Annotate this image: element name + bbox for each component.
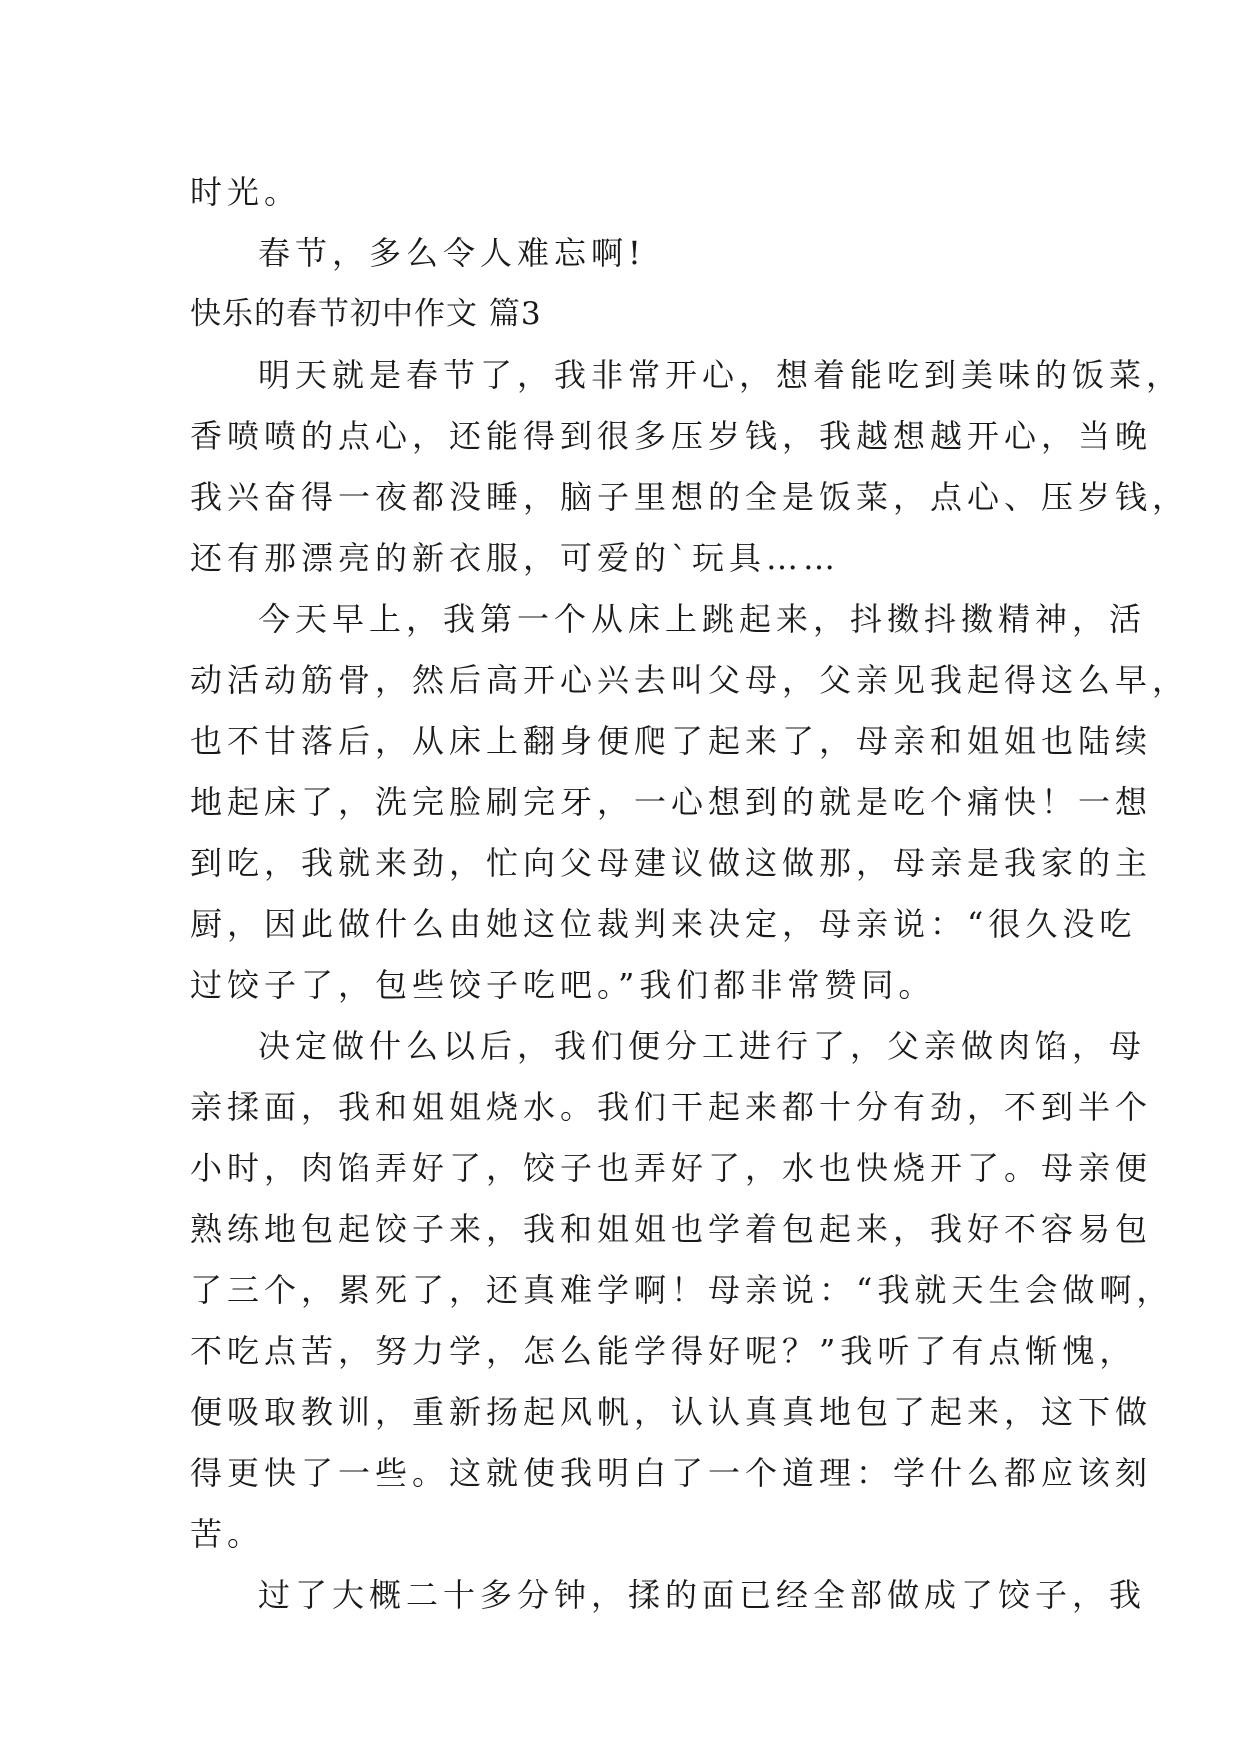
paragraph-line: 便吸取教训，重新扬起风帆，认认真真地包了起来，这下做 — [190, 1393, 1153, 1431]
paragraph-line: 也不甘落后，从床上翻身便爬了起来了，母亲和姐姐也陆续 — [190, 722, 1153, 760]
paragraph-line: 了三个，累死了，还真难学啊！母亲说：“我就天生会做啊， — [190, 1271, 1174, 1309]
paragraph-line: 苦。 — [190, 1515, 265, 1553]
paragraph-line: 地起床了，洗完脸刷完牙，一心想到的就是吃个痛快！一想 — [190, 783, 1153, 821]
paragraph-line: 我兴奋得一夜都没睡，脑子里想的全是饭菜，点心、压岁钱， — [190, 478, 1190, 516]
section-heading: 快乐的春节初中作文 篇3 — [190, 296, 542, 332]
paragraph-line: 到吃，我就来劲，忙向父母建议做这做那，母亲是我家的主 — [190, 844, 1153, 882]
paragraph-line: 亲揉面，我和姐姐烧水。我们干起来都十分有劲，不到半个 — [190, 1088, 1153, 1126]
paragraph-line: 香喷喷的点心，还能得到很多压岁钱，我越想越开心，当晚 — [190, 417, 1153, 455]
paragraph-line: 决定做什么以后，我们便分工进行了，父亲做肉馅，母 — [258, 1027, 1147, 1065]
paragraph-line: 今天早上，我第一个从床上跳起来，抖擞抖擞精神，活 — [258, 600, 1147, 638]
paragraph-2 — [190, 589, 1190, 1016]
paragraph-4 — [190, 1565, 1147, 1626]
paragraph-fragment-end: 时光。 — [190, 173, 302, 211]
paragraph-line: 厨，因此做什么由她这位裁判来决定，母亲说：“很久没吃 — [190, 905, 1137, 943]
paragraph-line: 小时，肉馅弄好了，饺子也弄好了，水也快烧开了。母亲便 — [190, 1149, 1153, 1187]
paragraph-line: 过饺子了，包些饺子吃吧。”我们都非常赞同。 — [190, 966, 936, 1004]
paragraph-line: 得更快了一些。这就使我明白了一个道理：学什么都应该刻 — [190, 1454, 1153, 1492]
paragraph-1 — [190, 345, 1190, 589]
paragraph-line: 不吃点苦，努力学，怎么能学得好呢？”我听了有点惭愧， — [190, 1332, 1137, 1370]
paragraph-line: 还有那漂亮的新衣服，可爱的`玩具…… — [190, 539, 841, 577]
document-body — [190, 162, 1190, 1626]
paragraph-3 — [190, 1016, 1174, 1565]
paragraph-line: 熟练地包起饺子来，我和姐姐也学着包起来，我好不容易包 — [190, 1210, 1153, 1248]
paragraph-line: 过了大概二十多分钟，揉的面已经全部做成了饺子，我 — [258, 1576, 1147, 1614]
paragraph-line: 动活动筋骨，然后高开心兴去叫父母，父亲见我起得这么早， — [190, 661, 1190, 699]
closing-line: 春节，多么令人难忘啊! — [258, 234, 646, 272]
paragraph-line: 明天就是春节了，我非常开心，想着能吃到美味的饭菜， — [258, 356, 1184, 394]
